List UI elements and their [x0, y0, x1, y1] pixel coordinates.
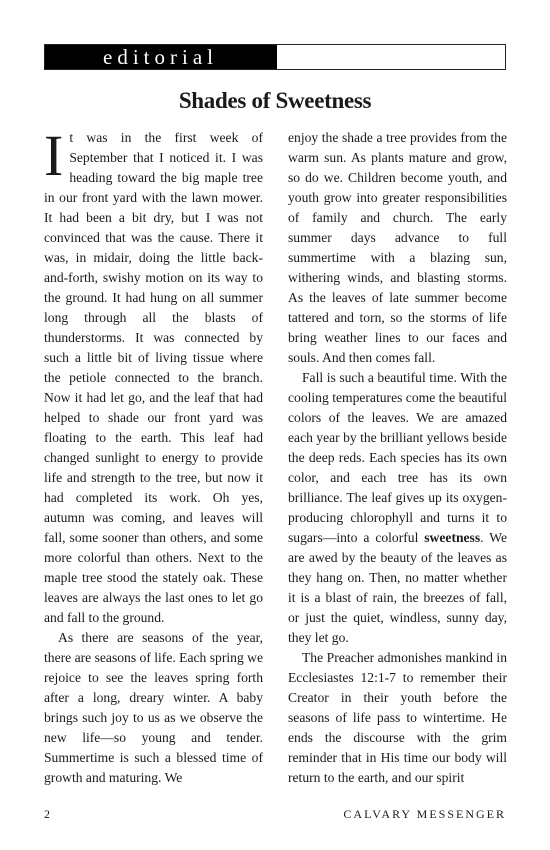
emphasis-sweetness: sweetness [424, 530, 481, 545]
section-label: editorial [45, 45, 277, 69]
right-column [288, 128, 507, 788]
left-column [44, 123, 263, 788]
paragraph-3-text-b: . We are awed by the beauty of the leaves as they hang on. Then, no matter whether it is a blast of rain, the breezes of fall, or just the quiet, windless, sunny day, they let go. [288, 530, 507, 645]
paragraph-3 [288, 368, 507, 648]
paragraph-3-text-a: Fall is such a beautiful time. With the cooling temperatures come the beautiful colors of the leaves. We are amazed each year by the brilliant yellows beside the deep reds. Each species has its own color, and each tree has its own brilliance. The leaf gives up its oxygen-producing chlorophyll and turns it to sugars—into a colorful [288, 370, 507, 545]
paragraph-1-text: t was in the first week of September that I noticed it. I was heading toward the big maple tree in our front yard with the lawn mower. It had been a bit dry, but I was not convinced that was the cause. There it was, in midair, doing the little back-and-forth, swishy motion on its way to the ground. It had hung on all summer long through all the blasts of thunderstorms. It was connected by such a little bit of living tissue where the petiole connected to the branch. Now it had let go, and the leaf that had helped to shade our front yard was floating to the earth. This leaf had changed sunlight to energy to provide life and strength to the tree, but now it had completed its work. Oh yes, autumn was coming, and leaves will fall, some sooner than others, and some more colorful than others. Next to the maple tree stood the stately oak. These leaves are always the last ones to let go and fall to the ground. [44, 130, 263, 625]
publication-name: CALVARY MESSENGER [343, 807, 506, 821]
section-header [44, 44, 506, 70]
paragraph-1 [44, 123, 263, 628]
paragraph-2-continued: enjoy the shade a tree provides from the warm sun. As plants mature and grow, so do we. Children become youth, and youth grow into greater responsibilities of family and church. The early summer days advance to full summertime with a blazing sun, withering winds, and blasting storms. As the leaves of late summer become tattered and torn, so the storms of life bring weather lines to our faces and souls. And then comes fall. [288, 130, 507, 365]
drop-cap: I [44, 123, 64, 188]
paragraph-4: The Preacher admonishes mankind in Ecclesiastes 12:1-7 to remember their Creator in their youth before the seasons of life pass to wintertime. He ends the discourse with the grim reminder that in His time our body will return to the earth, and our spirit [288, 650, 507, 785]
page-number: 2 [44, 807, 50, 821]
article-title: Shades of Sweetness [178, 88, 372, 113]
paragraph-2: As there are seasons of the year, there are seasons of life. Each spring we rejoice to see the leaves spring forth after a long, dreary winter. A baby brings such joy to us as we observe the new life—so young and tender. Summertime is such a blessed time of growth and maturing. We [44, 630, 263, 785]
